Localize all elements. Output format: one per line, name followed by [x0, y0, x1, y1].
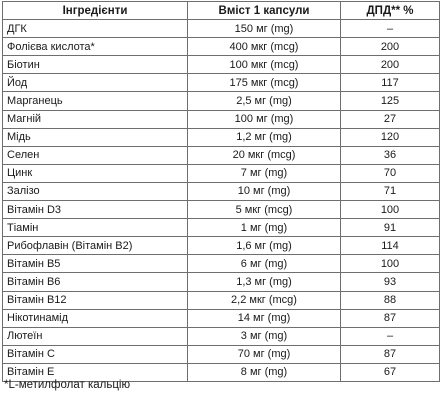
daily-value-percent: 125: [341, 92, 440, 110]
table-row: [3, 327, 440, 345]
capsule-amount: 1 мг (mg): [188, 219, 341, 237]
table-row: [3, 38, 440, 56]
table-row: [3, 164, 440, 182]
capsule-amount: 100 мг (mg): [188, 110, 341, 128]
capsule-amount: 8 мг (mg): [188, 363, 341, 381]
daily-value-percent: 200: [341, 56, 440, 74]
ingredient-name: Вітамін В5: [3, 255, 188, 273]
daily-value-percent: 114: [341, 237, 440, 255]
capsule-amount: 400 мкг (mcg): [188, 38, 341, 56]
capsule-amount: 7 мг (mg): [188, 164, 341, 182]
ingredient-name: Мідь: [3, 128, 188, 146]
daily-value-percent: 93: [341, 273, 440, 291]
ingredient-name: ДГК: [3, 20, 188, 38]
footnote: *L-метилфолат кальцію: [4, 379, 131, 391]
capsule-amount: 1,6 мг (mg): [188, 237, 341, 255]
table-row: [3, 20, 440, 38]
capsule-amount: 5 мкг (mcg): [188, 201, 341, 219]
daily-value-percent: 87: [341, 309, 440, 327]
daily-value-percent: –: [341, 327, 440, 345]
header-daily-value: ДПД** %: [341, 2, 440, 20]
daily-value-percent: 70: [341, 164, 440, 182]
daily-value-percent: 87: [341, 345, 440, 363]
ingredient-name: Тіамін: [3, 219, 188, 237]
capsule-amount: 2,2 мкг (mcg): [188, 291, 341, 309]
ingredient-name: Магній: [3, 110, 188, 128]
daily-value-percent: –: [341, 20, 440, 38]
ingredient-name: Вітамін D3: [3, 201, 188, 219]
capsule-amount: 2,5 мг (mg): [188, 92, 341, 110]
capsule-amount: 20 мкг (mcg): [188, 146, 341, 164]
table-header-row: [3, 2, 440, 20]
table-row: [3, 56, 440, 74]
daily-value-percent: 200: [341, 38, 440, 56]
capsule-amount: 1,2 мг (mg): [188, 128, 341, 146]
table-row: [3, 201, 440, 219]
table-row: [3, 182, 440, 200]
ingredients-table: [2, 1, 440, 382]
daily-value-percent: 36: [341, 146, 440, 164]
ingredient-name: Фолієва кислота*: [3, 38, 188, 56]
daily-value-percent: 27: [341, 110, 440, 128]
table-row: [3, 345, 440, 363]
ingredient-name: Селен: [3, 146, 188, 164]
capsule-amount: 100 мкг (mcg): [188, 56, 341, 74]
table-row: [3, 110, 440, 128]
capsule-amount: 6 мг (mg): [188, 255, 341, 273]
table-row: [3, 273, 440, 291]
daily-value-percent: 67: [341, 363, 440, 381]
capsule-amount: 14 мг (mg): [188, 309, 341, 327]
table-row: [3, 255, 440, 273]
header-ingredients: Інгредієнти: [3, 2, 188, 20]
daily-value-percent: 88: [341, 291, 440, 309]
ingredient-name: Вітамін В12: [3, 291, 188, 309]
capsule-amount: 1,3 мг (mg): [188, 273, 341, 291]
capsule-amount: 70 мг (mg): [188, 345, 341, 363]
capsule-amount: 3 мг (mg): [188, 327, 341, 345]
daily-value-percent: 117: [341, 74, 440, 92]
capsule-amount: 175 мкг (mcg): [188, 74, 341, 92]
table-row: [3, 219, 440, 237]
ingredient-name: Цинк: [3, 164, 188, 182]
table-row: [3, 291, 440, 309]
ingredient-name: Рибофлавін (Вітамін В2): [3, 237, 188, 255]
table-row: [3, 146, 440, 164]
daily-value-percent: 91: [341, 219, 440, 237]
ingredient-name: Вітамін С: [3, 345, 188, 363]
ingredient-name: Нікотинамід: [3, 309, 188, 327]
header-capsule-content: Вміст 1 капсули: [188, 2, 341, 20]
ingredient-name: Вітамін В6: [3, 273, 188, 291]
table-row: [3, 128, 440, 146]
daily-value-percent: 100: [341, 255, 440, 273]
table-row: [3, 74, 440, 92]
daily-value-percent: 120: [341, 128, 440, 146]
daily-value-percent: 71: [341, 182, 440, 200]
ingredient-name: Марганець: [3, 92, 188, 110]
daily-value-percent: 100: [341, 201, 440, 219]
table-row: [3, 92, 440, 110]
capsule-amount: 150 мг (mg): [188, 20, 341, 38]
ingredient-name: Біотин: [3, 56, 188, 74]
ingredient-name: Йод: [3, 74, 188, 92]
table-body: [3, 20, 440, 382]
ingredients-table-container: [2, 1, 439, 382]
ingredient-name: Лютеїн: [3, 327, 188, 345]
ingredient-name: Вітамін Е: [3, 363, 188, 381]
table-row: [3, 237, 440, 255]
ingredient-name: Залізо: [3, 182, 188, 200]
table-row: [3, 309, 440, 327]
capsule-amount: 10 мг (mg): [188, 182, 341, 200]
